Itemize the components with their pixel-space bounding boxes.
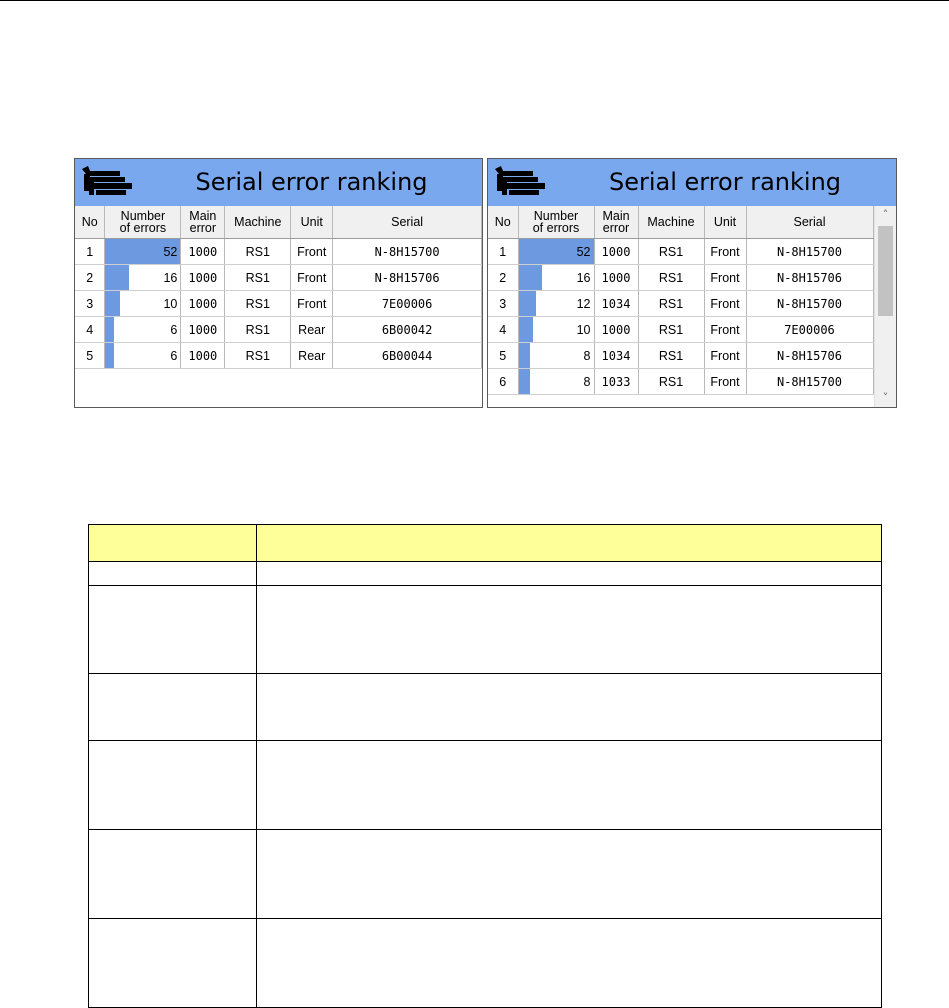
cell-serial: N-8H15706 xyxy=(333,265,482,291)
error-count-bar xyxy=(105,343,114,368)
cell-machine: RS1 xyxy=(225,291,291,317)
cell-no: 4 xyxy=(488,317,518,343)
description-table-row xyxy=(89,586,882,674)
table-row[interactable] xyxy=(75,317,482,343)
cell-unit: Front xyxy=(704,369,746,395)
error-count-bar xyxy=(519,343,531,368)
cell-no: 5 xyxy=(488,343,518,369)
table-row[interactable] xyxy=(488,239,873,265)
cell-main-error: 1000 xyxy=(181,239,225,265)
cell-serial: 7E00006 xyxy=(746,317,873,343)
cell-unit: Front xyxy=(704,291,746,317)
cell-main-error: 1000 xyxy=(594,317,638,343)
cell-main-error: 1034 xyxy=(594,291,638,317)
cell-no: 2 xyxy=(488,265,518,291)
error-count-value: 16 xyxy=(576,270,591,285)
table-row[interactable] xyxy=(75,291,482,317)
ranking-header-row xyxy=(75,206,482,239)
cell-no: 3 xyxy=(488,291,518,317)
cell-unit: Front xyxy=(704,317,746,343)
cell-machine: RS1 xyxy=(638,265,704,291)
col-header-errors-label: Number xyxy=(533,209,579,223)
cell-unit: Rear xyxy=(291,343,333,369)
cell-errors xyxy=(518,317,594,343)
cell-main-error: 1000 xyxy=(181,291,225,317)
table-row[interactable] xyxy=(488,265,873,291)
col-header-unit[interactable] xyxy=(704,206,746,239)
description-table xyxy=(88,524,882,1008)
description-table-row xyxy=(89,741,882,830)
chevron-down-icon[interactable]: ˅ xyxy=(882,391,889,404)
ranking-grid xyxy=(75,206,482,369)
cell-no: 3 xyxy=(75,291,105,317)
cell-serial: N-8H15700 xyxy=(746,369,873,395)
cell-errors xyxy=(518,239,594,265)
col-header-no-label: No xyxy=(494,215,511,229)
col-header-serial[interactable] xyxy=(746,206,873,239)
machine-stack-icon xyxy=(493,165,551,199)
col-header-errors-label-2: of errors xyxy=(532,221,580,235)
table-row[interactable] xyxy=(75,239,482,265)
cell-errors xyxy=(518,343,594,369)
cell-unit: Front xyxy=(704,239,746,265)
header-cell xyxy=(89,525,257,562)
error-count-bar xyxy=(105,265,128,290)
cell-machine: RS1 xyxy=(225,265,291,291)
cell-machine: RS1 xyxy=(225,343,291,369)
table-row[interactable] xyxy=(488,369,873,395)
description-table-header-row xyxy=(89,525,882,562)
error-count-value: 12 xyxy=(576,296,591,311)
cell-machine: RS1 xyxy=(225,317,291,343)
error-count-value: 8 xyxy=(583,374,591,389)
error-count-value: 6 xyxy=(170,348,178,363)
vertical-scrollbar[interactable] xyxy=(874,206,896,407)
col-header-serial-label: Serial xyxy=(793,215,826,229)
cell-unit: Front xyxy=(291,265,333,291)
col-header-errors-label: Number xyxy=(120,209,166,223)
error-count-bar xyxy=(519,317,533,342)
cell-serial: N-8H15700 xyxy=(746,291,873,317)
table-row[interactable] xyxy=(75,343,482,369)
cell-machine: RS1 xyxy=(638,369,704,395)
scroll-thumb[interactable] xyxy=(878,226,893,316)
cell-serial: 6B00042 xyxy=(333,317,482,343)
col-header-no[interactable] xyxy=(75,206,105,239)
panel-header xyxy=(75,159,482,207)
header-cell xyxy=(257,525,882,562)
table-row[interactable] xyxy=(488,343,873,369)
col-header-unit[interactable] xyxy=(291,206,333,239)
cell-serial: 7E00006 xyxy=(333,291,482,317)
cell-serial: N-8H15700 xyxy=(333,239,482,265)
col-header-main-error-label: Main xyxy=(189,209,217,223)
cell-main-error: 1033 xyxy=(594,369,638,395)
description-table-row xyxy=(89,919,882,1008)
cell-no: 1 xyxy=(488,239,518,265)
cell-main-error: 1034 xyxy=(594,343,638,369)
error-count-value: 6 xyxy=(170,322,178,337)
col-header-serial[interactable] xyxy=(333,206,482,239)
cell-machine: RS1 xyxy=(225,239,291,265)
cell-serial: N-8H15706 xyxy=(746,343,873,369)
description-table-row xyxy=(89,830,882,919)
cell-machine: RS1 xyxy=(638,317,704,343)
error-count-bar xyxy=(519,291,536,316)
top-rule xyxy=(0,0,949,1)
col-header-machine[interactable] xyxy=(225,206,291,239)
cell-machine: RS1 xyxy=(638,291,704,317)
cell-unit: Front xyxy=(704,265,746,291)
error-count-value: 52 xyxy=(163,244,178,259)
col-header-main-error[interactable] xyxy=(594,206,638,239)
description-table-row xyxy=(89,674,882,741)
col-header-errors[interactable] xyxy=(105,206,181,239)
chevron-up-icon[interactable]: ˄ xyxy=(882,208,889,221)
error-count-value: 52 xyxy=(576,244,591,259)
error-count-value: 10 xyxy=(163,296,178,311)
cell-errors xyxy=(105,343,181,369)
cell-main-error: 1000 xyxy=(181,265,225,291)
panel-title: Serial error ranking xyxy=(608,168,842,196)
error-count-value: 8 xyxy=(583,348,591,363)
cell-unit: Front xyxy=(291,239,333,265)
col-header-unit-label: Unit xyxy=(300,215,323,229)
cell-no: 6 xyxy=(488,369,518,395)
error-count-value: 10 xyxy=(576,322,591,337)
col-header-no-label: No xyxy=(81,215,98,229)
cell-no: 4 xyxy=(75,317,105,343)
col-header-errors[interactable] xyxy=(518,206,594,239)
ranking-grid xyxy=(488,206,874,395)
error-count-bar xyxy=(105,291,119,316)
cell-errors xyxy=(105,317,181,343)
col-header-machine-label: Machine xyxy=(234,215,282,229)
error-count-bar xyxy=(105,317,114,342)
description-table-row xyxy=(89,562,882,586)
cell-main-error: 1000 xyxy=(594,265,638,291)
cell-main-error: 1000 xyxy=(594,239,638,265)
col-header-no[interactable] xyxy=(488,206,518,239)
cell-errors xyxy=(105,239,181,265)
cell-no: 2 xyxy=(75,265,105,291)
cell-errors xyxy=(518,291,594,317)
cell-errors xyxy=(105,291,181,317)
serial-error-ranking-panel-left xyxy=(74,158,483,408)
serial-error-ranking-panel-right xyxy=(487,158,897,408)
cell-no: 1 xyxy=(75,239,105,265)
cell-main-error: 1000 xyxy=(181,343,225,369)
col-header-machine-label: Machine xyxy=(647,215,695,229)
cell-machine: RS1 xyxy=(638,343,704,369)
error-count-value: 16 xyxy=(163,270,178,285)
cell-errors xyxy=(518,369,594,395)
cell-serial: N-8H15700 xyxy=(746,239,873,265)
col-header-unit-label: Unit xyxy=(713,215,737,229)
col-header-main-error[interactable] xyxy=(181,206,225,239)
panel-header xyxy=(488,159,896,207)
cell-unit: Front xyxy=(704,343,746,369)
cell-machine: RS1 xyxy=(638,239,704,265)
table-row[interactable] xyxy=(488,291,873,317)
error-count-bar xyxy=(519,369,531,394)
cell-serial: N-8H15706 xyxy=(746,265,873,291)
cell-no: 5 xyxy=(75,343,105,369)
col-header-main-error-label: Main xyxy=(602,209,630,223)
table-row[interactable] xyxy=(75,265,482,291)
cell-errors xyxy=(105,265,181,291)
cell-main-error: 1000 xyxy=(181,317,225,343)
col-header-machine[interactable] xyxy=(638,206,704,239)
cell-serial: 6B00044 xyxy=(333,343,482,369)
col-header-main-error-label-2: error xyxy=(189,221,217,235)
col-header-main-error-label-2: error xyxy=(602,221,630,235)
cell-errors xyxy=(518,265,594,291)
cell-unit: Rear xyxy=(291,317,333,343)
cell-unit: Front xyxy=(291,291,333,317)
error-count-bar xyxy=(519,265,542,290)
table-row[interactable] xyxy=(488,317,873,343)
machine-stack-icon xyxy=(80,165,138,199)
panel-title: Serial error ranking xyxy=(195,168,428,196)
col-header-errors-label-2: of errors xyxy=(119,221,167,235)
ranking-header-row xyxy=(488,206,873,239)
col-header-serial-label: Serial xyxy=(391,215,424,229)
